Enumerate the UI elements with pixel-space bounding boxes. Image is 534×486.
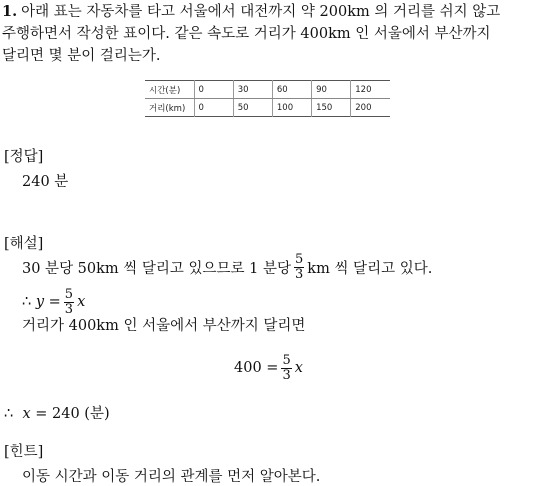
fraction-denominator: 3 [295,266,304,282]
table-cell: 60 [272,81,311,99]
hint-header: [힌트] [4,444,44,460]
table-cell: 200 [351,99,390,117]
fraction [281,354,291,383]
equation-variable: x [294,360,303,376]
equation-lhs: y = [35,294,61,310]
conclusion-line [4,402,110,423]
explanation-text-post: km 씩 달리고 있다. [307,260,433,277]
table-cell: 0 [194,81,233,99]
fraction-denominator: 3 [64,301,74,317]
answer-header: [정답] [4,149,44,165]
explanation-text-pre: 30 분당 50km 씩 달리고 있으므로 1 분당 [22,260,292,277]
table-cell: 0 [194,99,233,117]
table-row-distance [145,99,390,117]
equation-2 [234,348,303,388]
table-header-cell: 시간(분) [145,81,194,99]
equation-variable: x [77,294,86,310]
question-number: 1. [2,3,18,20]
conclusion-value: = 240 (분) [35,406,110,422]
fraction-numerator: 5 [295,251,304,267]
table-cell: 30 [233,81,272,99]
conclusion-variable: x [22,406,31,422]
therefore-symbol: ∴ [4,406,14,422]
hint-text: 이동 시간과 이동 거리의 관계를 먼저 알아본다. [22,469,321,485]
fraction-denominator: 3 [282,367,291,383]
therefore-symbol: ∴ [22,294,32,310]
time-distance-table [145,80,390,117]
fraction-numerator: 5 [64,286,74,302]
question-text-3: 달리면 몇 분이 걸리는가. [2,48,161,64]
equation-lhs: 400 = [234,360,279,376]
question-line-1 [2,2,500,22]
fraction [294,253,304,282]
table-header-cell: 거리(km) [149,103,186,114]
table-row-time [145,81,390,99]
fraction-numerator: 5 [282,352,291,368]
table-cell: 120 [351,81,390,99]
answer-value: 240 분 [22,174,69,190]
table-cell: 50 [233,99,272,117]
table-cell: 100 [272,99,311,117]
table-cell: 90 [312,81,351,99]
explanation-line-3: 거리가 400km 인 서울에서 부산까지 달리면 [22,318,306,334]
fraction [64,288,74,317]
question-text-2: 주행하면서 작성한 표이다. 같은 속도로 거리가 400km 인 서울에서 부산까지 [2,26,491,42]
explanation-header: [해설] [4,236,44,252]
question-text-1: 아래 표는 자동차를 타고 서울에서 대전까지 약 200km 의 거리를 쉬지 않고 [21,4,501,20]
table-cell: 150 [312,99,351,117]
